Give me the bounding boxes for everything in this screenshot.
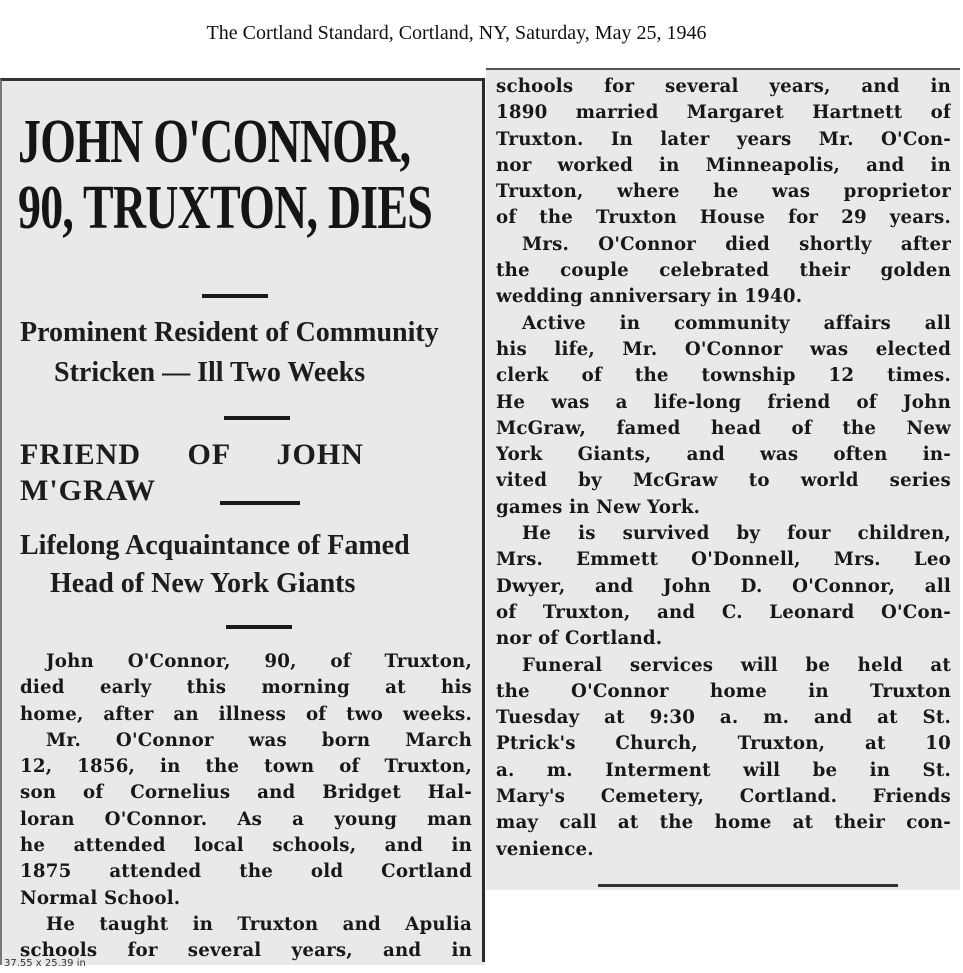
text-line: Mrs. O'Connor died shortly after [522,233,951,255]
clipping-right-column [486,68,960,890]
clipping-left-column [0,78,485,965]
text-line: home, after an illness of two weeks. [20,703,472,725]
text-line: John O'Connor, 90, of Truxton, [46,651,472,672]
text-line: Truxton, where he was proprietor [496,181,951,203]
subhead-line-2: Head of New York Giants [50,568,356,599]
text-line: a. m. Interment will be in St. [496,759,951,781]
text-line: his life, Mr. O'Connor was elected [496,338,951,360]
text-line: Ptrick's Church, Truxton, at 10 [496,733,951,755]
headline-line-1: JOHN O'CONNOR, [18,108,411,176]
end-rule [598,884,898,887]
text-line: Mrs. Emmett O'Donnell, Mrs. Leo [496,549,951,571]
text-line: venience. [496,838,594,860]
text-line: He was a life-long friend of John [496,391,951,413]
subhead-line-2: Stricken — Ill Two Weeks [54,357,366,388]
text-line: clerk of the township 12 times. [496,365,951,387]
separator-dash [202,294,268,298]
text-line: McGraw, famed head of the New [496,417,951,439]
headline [18,109,469,241]
text-line: 1875 attended the old Cortland [20,861,472,883]
text-line: He taught in Truxton and Apulia [46,913,472,935]
text-line: Dwyer, and John D. O'Connor, all [496,575,951,597]
image-size-label: 37.55 x 25.39 in [4,958,86,969]
subhead-line-1: Lifelong Acquaintance of Famed [20,530,410,561]
subhead-lifelong-acquaintance [20,527,470,603]
separator-dash [224,416,290,420]
separator-dash [226,625,292,629]
subhead-friend-of-mcgraw: FRIEND OF JOHN M'GRAW [20,438,364,507]
text-line: died early this morning at his [20,677,472,699]
article-body-left [20,649,472,965]
text-line: wedding anniversary in 1940. [496,286,803,308]
text-line: the couple celebrated their golden [496,260,951,282]
text-line: Normal School. [20,887,181,909]
text-line: son of Cornelius and Bridget Hal- [20,782,472,804]
separator-dash [220,501,300,505]
text-line: Mr. O'Connor was born March [46,729,472,751]
column-rule [482,78,485,962]
text-line: Mary's Cemetery, Cortland. Friends [496,786,951,808]
text-line: Active in community affairs all [522,312,951,334]
text-line: schools for several years, and in [20,940,472,962]
text-line: may call at the home at their con- [496,812,951,834]
page-caption: The Cortland Standard, Cortland, NY, Saturday, May 25, 1946 [206,22,707,44]
text-line: games in New York. [496,496,701,518]
text-line: vited by McGraw to world series [496,470,951,492]
text-line: loran O'Connor. As a young man [20,808,472,830]
text-line: schools for several years, and in [496,76,951,97]
text-line: 12, 1856, in the town of Truxton, [20,756,472,778]
text-line: Tuesday at 9:30 a. m. and at St. [496,707,951,729]
subhead-line-1: Prominent Resident of Community [20,317,439,348]
text-line: 1890 married Margaret Hartnett of [496,102,951,124]
text-line: York Giants, and was often in- [496,444,951,466]
text-line: nor of Cortland. [496,628,663,650]
article-body-right [496,74,951,863]
text-line: of the Truxton House for 29 years. [496,207,951,229]
subhead-prominent-resident [20,313,470,393]
headline-line-2: 90, TRUXTON, DIES [18,174,433,242]
text-line: he attended local schools, and in [20,835,472,857]
text-line: Truxton. In later years Mr. O'Con- [496,128,951,150]
text-line: nor worked in Minneapolis, and in [496,154,951,176]
text-line: Funeral services will be held at [522,654,951,676]
text-line: He is survived by four children, [522,523,951,545]
text-line: the O'Connor home in Truxton [496,680,951,702]
text-line: of Truxton, and C. Leonard O'Con- [496,601,951,623]
